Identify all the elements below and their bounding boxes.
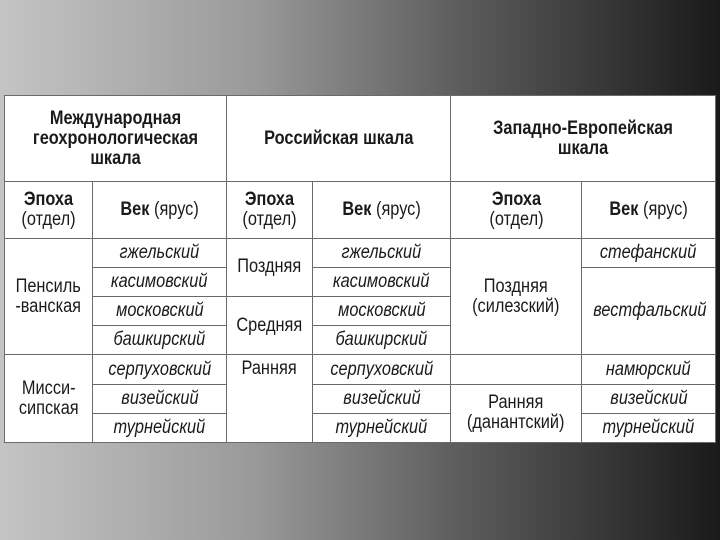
stage-we-westphalian: вестфальский: [582, 267, 716, 354]
header-russian-scale: Российская шкала: [227, 96, 451, 182]
stage-intl-moscovian: московский: [93, 297, 227, 326]
subheader-age-international: Век (ярус): [93, 182, 227, 238]
stage-intl-bashkirian: башкирский: [93, 326, 227, 355]
stage-ru-gzhelian: гжельский: [313, 238, 451, 267]
stage-ru-kasimovian: касимовский: [313, 267, 451, 296]
subheader-epoch-international: Эпоха (отдел): [5, 182, 93, 238]
subheader-epoch-west-european: Эпоха (отдел): [451, 182, 582, 238]
stage-intl-visean: визейский: [93, 384, 227, 413]
epoch-russian-middle: Средняя: [227, 297, 313, 355]
stage-we-visean: визейский: [582, 384, 716, 413]
epoch-pennsylvanian: Пенсиль -ванская: [5, 238, 93, 355]
stage-we-tournaisian: турнейский: [582, 413, 716, 442]
epoch-we-early-dinantian: Ранняя (данантский): [451, 384, 582, 442]
stage-intl-kasimovian: касимовский: [93, 267, 227, 296]
stage-intl-gzhelian: гжельский: [93, 238, 227, 267]
subheader-age-west-european: Век (ярус): [582, 182, 716, 238]
stratigraphy-table-slide: [4, 95, 715, 443]
stage-we-namurian: намюрский: [582, 355, 716, 384]
stage-ru-moscovian: московский: [313, 297, 451, 326]
epoch-russian-early: Ранняя: [227, 355, 313, 443]
epoch-we-blank: [451, 355, 582, 384]
stage-intl-tournaisian: турнейский: [93, 413, 227, 442]
subheader-age-russian: Век (ярус): [313, 182, 451, 238]
epoch-we-late-silesian: Поздняя (силезский): [451, 238, 582, 355]
epoch-mississippian: Мисси- сипская: [5, 355, 93, 443]
stage-we-stephanian: стефанский: [582, 238, 716, 267]
stage-ru-visean: визейский: [313, 384, 451, 413]
stage-ru-serpukhovian: серпуховский: [313, 355, 451, 384]
stage-intl-serpukhovian: серпуховский: [93, 355, 227, 384]
stage-ru-bashkirian: башкирский: [313, 326, 451, 355]
stage-ru-tournaisian: турнейский: [313, 413, 451, 442]
header-international-scale: Международная геохронологическая шкала: [5, 96, 227, 182]
epoch-russian-late: Поздняя: [227, 238, 313, 296]
subheader-epoch-russian: Эпоха (отдел): [227, 182, 313, 238]
header-west-european-scale: Западно-Европейская шкала: [451, 96, 716, 182]
carboniferous-scales-table: [4, 95, 716, 443]
